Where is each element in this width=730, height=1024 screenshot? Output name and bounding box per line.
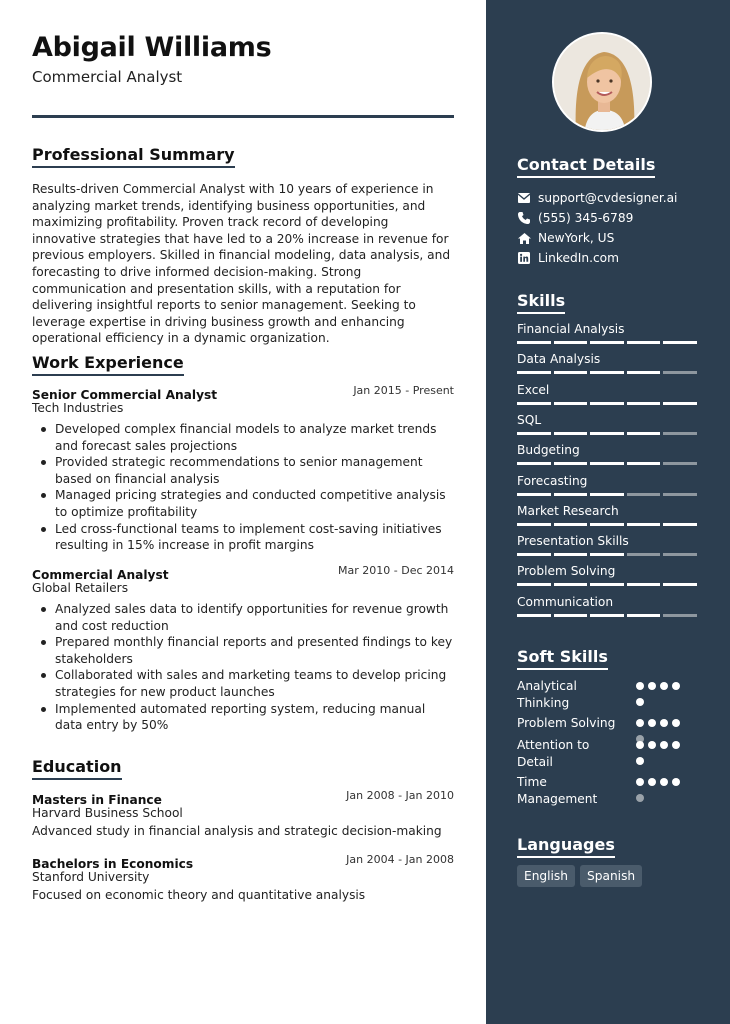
- soft-skill-label: Analytical Thinking: [517, 679, 577, 710]
- skill-level-segment: [590, 614, 624, 617]
- skill-item: [517, 534, 697, 556]
- skill-label: Financial Analysis: [517, 322, 625, 336]
- profile-photo: [552, 32, 652, 132]
- rating-dot: [636, 741, 644, 749]
- skill-item: [517, 383, 697, 405]
- skill-level-segment: [554, 402, 588, 405]
- skill-item: [517, 595, 697, 617]
- skill-level-segment: [590, 371, 624, 374]
- skill-level-segment: [517, 402, 551, 405]
- phone-icon: [517, 211, 531, 225]
- skill-level-segment: [517, 553, 551, 556]
- contact-linkedin[interactable]: [517, 249, 619, 267]
- languages-list: [517, 865, 642, 887]
- skill-level-segment: [627, 371, 661, 374]
- skill-level-segment: [627, 402, 661, 405]
- header-divider: [32, 115, 454, 118]
- skill-level-segment: [663, 432, 697, 435]
- contact-text: (555) 345-6789: [538, 211, 634, 225]
- skill-level-bar: [517, 553, 697, 556]
- skill-level-bar: [517, 493, 697, 496]
- skill-level-segment: [663, 462, 697, 465]
- skill-level-segment: [663, 583, 697, 586]
- skill-level-bar: [517, 523, 697, 526]
- skills-heading: Skills: [517, 291, 565, 314]
- rating-dot: [660, 741, 668, 749]
- education-entry: [32, 789, 454, 838]
- skill-level-segment: [663, 553, 697, 556]
- job-bullet: Implemented automated reporting system, reducing manual data entry by 50%: [32, 701, 454, 734]
- skill-level-bar: [517, 341, 697, 344]
- skill-level-segment: [554, 553, 588, 556]
- rating-dot: [636, 778, 644, 786]
- skill-level-segment: [627, 432, 661, 435]
- rating-dot: [648, 778, 656, 786]
- rating-dot: [660, 778, 668, 786]
- soft-skill-item: [517, 737, 697, 770]
- skill-level-bar: [517, 583, 697, 586]
- degree-description: Advanced study in financial analysis and strategic decision-making: [32, 824, 442, 838]
- skill-level-segment: [627, 583, 661, 586]
- skill-level-segment: [663, 402, 697, 405]
- rating-dot: [636, 682, 644, 690]
- skill-level-segment: [590, 583, 624, 586]
- skill-level-segment: [554, 523, 588, 526]
- skill-level-bar: [517, 402, 697, 405]
- job-bullet: Provided strategic recommendations to senior management based on financial analysis: [32, 454, 454, 487]
- skill-item: [517, 413, 697, 435]
- soft-skill-rating: [636, 741, 696, 765]
- language-tag: Spanish: [580, 865, 642, 887]
- skill-level-segment: [517, 614, 551, 617]
- skill-level-segment: [517, 583, 551, 586]
- contact-text: support@cvdesigner.ai: [538, 191, 678, 205]
- degree-title: Masters in Finance: [32, 793, 162, 807]
- skill-label: SQL: [517, 412, 542, 427]
- school-name: Harvard Business School: [32, 806, 183, 820]
- degree-date: Jan 2004 - Jan 2008: [346, 853, 454, 866]
- skill-level-segment: [663, 341, 697, 344]
- skill-level-segment: [517, 371, 551, 374]
- skill-level-bar: [517, 432, 697, 435]
- job-bullet: Led cross-functional teams to implement cost-saving initiatives resulting in 15% increase in profit margins: [32, 521, 454, 554]
- skill-label: Problem Solving: [517, 564, 616, 579]
- language-tag: English: [517, 865, 575, 887]
- skill-level-segment: [590, 341, 624, 344]
- rating-dot: [648, 719, 656, 727]
- skill-item: [517, 322, 697, 344]
- skill-level-segment: [627, 493, 661, 496]
- rating-dot: [672, 682, 680, 690]
- job-bullets: [32, 601, 454, 734]
- soft-skill-label: Time Management: [517, 775, 598, 806]
- job-entry: [32, 564, 454, 734]
- skill-label: Market Research: [517, 503, 619, 518]
- soft-skill-item: [517, 715, 697, 732]
- skill-label: Communication: [517, 594, 614, 609]
- skill-item: [517, 474, 697, 496]
- skill-level-segment: [554, 371, 588, 374]
- contact-email[interactable]: [517, 189, 677, 207]
- skill-level-segment: [627, 341, 661, 344]
- skill-level-segment: [663, 371, 697, 374]
- rating-dot: [648, 682, 656, 690]
- job-entry: [32, 384, 454, 554]
- skill-level-segment: [590, 493, 624, 496]
- soft-skills-heading: Soft Skills: [517, 647, 608, 670]
- job-title: Senior Commercial Analyst: [32, 388, 218, 402]
- skill-label: Excel: [517, 382, 550, 397]
- education-entry: [32, 853, 454, 902]
- skill-label: Presentation Skills: [517, 534, 629, 549]
- skill-level-bar: [517, 462, 697, 465]
- rating-dot: [672, 741, 680, 749]
- rating-dot: [660, 719, 668, 727]
- job-bullet: Analyzed sales data to identify opportunities for revenue growth and cost reduction: [32, 601, 454, 634]
- rating-dot: [660, 682, 668, 690]
- skill-level-segment: [663, 493, 697, 496]
- job-bullet: Developed complex financial models to analyze market trends and forecast sales projections: [32, 421, 454, 454]
- rating-dot: [648, 741, 656, 749]
- skill-item: [517, 564, 697, 586]
- job-date: Mar 2010 - Dec 2014: [338, 564, 454, 577]
- skill-level-segment: [627, 614, 661, 617]
- candidate-role: Commercial Analyst: [32, 68, 183, 86]
- skill-level-bar: [517, 614, 697, 617]
- envelope-icon: [517, 191, 531, 205]
- skill-label: Budgeting: [517, 443, 580, 458]
- soft-skill-item: [517, 774, 697, 807]
- skill-level-segment: [554, 614, 588, 617]
- rating-dot: [636, 719, 644, 727]
- skill-level-segment: [554, 462, 588, 465]
- summary-text: Results-driven Commercial Analyst with 10 years of experience in analyzing market trends, identifying business opportunities, and maximizing profitability. Proven track record of developing innovative strategies that have led to a 20% increase in revenue for previous employers. Skilled in financial modeling, data analysis, and forecasting to drive informed decision-making. Strong communication and presentation skills, with a reputation for delivering insightful reports to senior management. Seeking to leverage expertise in driving business growth and enhancing operational efficiency in a dynamic organization.: [32, 182, 451, 346]
- skill-level-segment: [554, 583, 588, 586]
- soft-skill-item: [517, 678, 697, 711]
- degree-date: Jan 2008 - Jan 2010: [346, 789, 454, 802]
- soft-skill-label: Problem Solving: [517, 716, 616, 730]
- skill-level-segment: [663, 523, 697, 526]
- contact-phone[interactable]: [517, 209, 633, 227]
- skill-label: Forecasting: [517, 473, 588, 488]
- soft-skill-rating: [636, 682, 696, 706]
- contact-location: [517, 229, 614, 247]
- job-company: Tech Industries: [32, 401, 124, 415]
- skill-level-segment: [590, 462, 624, 465]
- work-heading: Work Experience: [32, 353, 184, 376]
- job-bullet: Managed pricing strategies and conducted competitive analysis to optimize profitability: [32, 487, 454, 520]
- candidate-name: Abigail Williams: [32, 32, 272, 63]
- rating-dot: [636, 794, 644, 802]
- summary-heading: Professional Summary: [32, 145, 235, 168]
- skill-level-segment: [627, 462, 661, 465]
- job-company: Global Retailers: [32, 581, 129, 595]
- skill-level-segment: [590, 553, 624, 556]
- skill-item: [517, 504, 697, 526]
- contact-text: LinkedIn.com: [538, 251, 619, 265]
- rating-dot: [636, 698, 644, 706]
- job-title: Commercial Analyst: [32, 568, 169, 582]
- skill-level-segment: [627, 523, 661, 526]
- skill-level-segment: [517, 493, 551, 496]
- skill-level-segment: [590, 402, 624, 405]
- degree-title: Bachelors in Economics: [32, 857, 194, 871]
- rating-dot: [672, 719, 680, 727]
- rating-dot: [636, 757, 644, 765]
- skill-level-segment: [627, 553, 661, 556]
- education-heading: Education: [32, 757, 122, 780]
- school-name: Stanford University: [32, 870, 150, 884]
- skill-item: [517, 443, 697, 465]
- skill-item: [517, 352, 697, 374]
- skill-level-segment: [590, 523, 624, 526]
- skill-level-segment: [554, 493, 588, 496]
- portrait-icon: [554, 34, 652, 132]
- skill-level-bar: [517, 371, 697, 374]
- job-bullet: Prepared monthly financial reports and presented findings to key stakeholders: [32, 634, 454, 667]
- contact-text: NewYork, US: [538, 231, 615, 245]
- skill-level-segment: [663, 614, 697, 617]
- job-bullet: Collaborated with sales and marketing teams to develop pricing strategies for new product launches: [32, 667, 454, 700]
- skill-level-segment: [517, 462, 551, 465]
- skill-level-segment: [590, 432, 624, 435]
- job-bullets: [32, 421, 454, 554]
- skill-level-segment: [554, 341, 588, 344]
- soft-skill-rating: [636, 778, 696, 802]
- skill-level-segment: [517, 523, 551, 526]
- skill-level-segment: [517, 341, 551, 344]
- skill-label: Data Analysis: [517, 352, 601, 367]
- rating-dot: [672, 778, 680, 786]
- languages-heading: Languages: [517, 835, 615, 858]
- linkedin-icon: [517, 251, 531, 265]
- home-icon: [517, 231, 531, 245]
- job-date: Jan 2015 - Present: [353, 384, 454, 397]
- soft-skill-label: Attention to Detail: [517, 738, 590, 769]
- degree-description: Focused on economic theory and quantitative analysis: [32, 888, 366, 902]
- contact-heading: Contact Details: [517, 155, 655, 178]
- skill-level-segment: [517, 432, 551, 435]
- skill-level-segment: [554, 432, 588, 435]
